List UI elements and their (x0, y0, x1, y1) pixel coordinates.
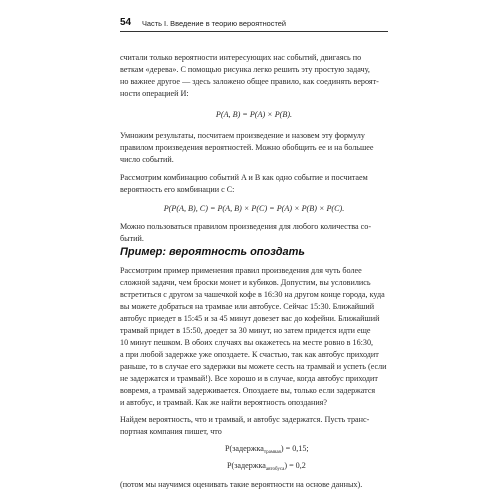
text-line: 10 минут пешком. В обоих случаях вы окажетесь на месте ровно в 16:30, (120, 338, 374, 347)
formula-three-events: P(P(A, B), C) = P(A, B) × P(C) = P(A) × P(B) × P(C). (163, 204, 345, 213)
text-line: бытий. (120, 234, 144, 243)
formula-suffix: ) = 0,15; (280, 444, 309, 453)
text-line: но важнее другое — здесь заложено общее правило, как соединять вероят- (120, 77, 379, 86)
text-line: не задержатся и трамвай!). Все хорошо и в случае, когда автобус приходит (120, 374, 378, 383)
chapter-title: Часть I. Введение в теорию вероятностей (142, 19, 287, 28)
text-line: а при любой задержке уже опоздаете. К счастью, так как автобус приходит (120, 350, 379, 359)
text-line: автобус приедет в 15:45 и за 45 минут довезет вас до кофейни. Ближайший (120, 314, 380, 323)
text-line: Рассмотрим пример применения правил произведения для чуть более (120, 266, 362, 275)
text-line: Рассмотрим комбинацию событий A и B как одно событие и посчитаем (120, 173, 368, 182)
page-header (120, 18, 388, 28)
formula-tram-delay (225, 443, 309, 455)
formula-suffix: ) = 0,2 (284, 461, 306, 470)
text-line: встретиться с другом за чашечкой кофе в 16:30 на другом конце города, куда (120, 290, 385, 299)
text-line: портная компания пишет, что (120, 427, 222, 436)
page-number: 54 (120, 17, 132, 28)
text-line: раньше, то в случае его задержки вы можете сесть на трамвай и успеть (если (120, 362, 387, 371)
text-line: число событий. (120, 155, 174, 164)
text-line: ности операцией И: (120, 89, 189, 98)
section-title: Пример: вероятность опоздать (120, 246, 305, 258)
text-line: вы можете добраться на трамвае или автобусе. Сейчас 15:30. Ближайший (120, 302, 375, 311)
formula-prefix: P(задержка (227, 461, 266, 470)
text-line: (потом мы научимся оценивать такие вероятности на основе данных). (120, 480, 363, 489)
formula-subscript: автобуса (265, 467, 285, 472)
text-line: Найдем вероятность, что и трамвай, и автобус задержатся. Пусть транс- (120, 415, 370, 424)
text-line: правилом произведения вероятностей. Можно обобщить ее и на большее (120, 143, 374, 152)
text-line: и автобус, и трамвай. Как же найти вероятность опоздания? (120, 398, 328, 407)
formula-bus-delay (227, 460, 306, 472)
text-line: сложной задачи, чем броски монет и кубиков. Допустим, вы условились (120, 278, 371, 287)
formula-subscript: трамвая (263, 450, 281, 455)
text-line: Умножим результаты, посчитаем произведение и назовем эту формулу (120, 131, 365, 140)
text-line: вероятность его комбинации с C: (120, 185, 235, 194)
header-rule (120, 31, 388, 32)
text-line: вовремя, а трамвай задерживается. Опоздаете вы, только если задержатся (120, 386, 376, 395)
formula-prefix: P(задержка (225, 444, 264, 453)
text-line: считали только вероятности интересующих нас событий, двигаясь по (120, 53, 362, 62)
text-line: Можно пользоваться правилом произведения для любого количества со- (120, 222, 372, 231)
text-line: трамвай придет в 15:50, доедет за 30 минут, но затем придется идти еще (120, 326, 371, 335)
text-line: веткам «дерева». С помощью рисунка легко решить эту простую задачу, (120, 65, 370, 74)
formula-product-rule: P(A, B) = P(A) × P(B). (215, 110, 293, 119)
